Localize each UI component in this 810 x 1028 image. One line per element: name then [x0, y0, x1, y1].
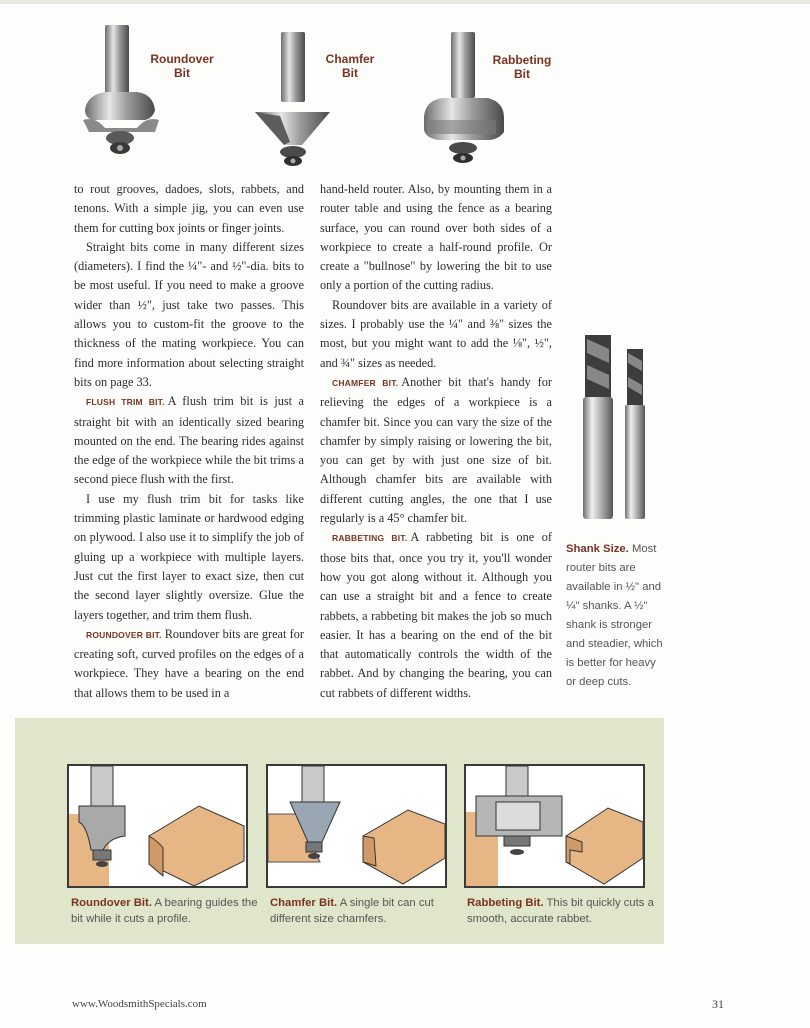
paragraph: I use my flush trim bit for tasks like trimming plastic laminate or hardwood edging on plywood. I also use it to simplify the job of gluing up a workpiece with multiple layers. Just cut the first layer to exact size, then cut the second layer slightly oversize. Glue the layers together, and trim them flush. — [74, 491, 304, 622]
runin-heading: ROUNDOVER BIT. — [86, 629, 162, 640]
rabbeting-bit-label: Rabbeting Bit — [492, 53, 552, 81]
caption-text: Most router bits are available in ½" and ¼" shanks. A ½" shank is stronger and steadier, which is better for heavy or deep cuts. — [566, 543, 663, 688]
paragraph: Roundover bits are available in a variety of sizes. I probably use the ¼" and ⅜" sizes the most, but you might want to add the ⅛", ½", and ¾" sizes as needed. — [320, 297, 552, 370]
caption-text: This bit quickly cuts a smooth, accurate rabbet. — [467, 897, 654, 925]
chamfer-caption — [270, 895, 465, 927]
chamfer-bit-label: Chamfer Bit — [325, 52, 375, 80]
page-number: 31 — [712, 997, 724, 1011]
text-column-1 — [74, 180, 304, 703]
caption-text: A bearing guides the bit while it cuts a profile. — [71, 897, 258, 925]
chamfer-illustration — [266, 764, 447, 888]
rabbeting-illustration — [464, 764, 645, 888]
roundover-illustration — [67, 764, 248, 888]
paragraph: to rout grooves, dadoes, slots, rabbets, and tenons. With a simple jig, you can even use them for cutting box joints or finger joints. — [74, 182, 304, 235]
paragraph-text: Another bit that's handy for relieving the edges of a workpiece is a chamfer bit. Since you can vary the size of the chamfer by simply raising or lowering the bit, you can get by with just one size of bit. Although chamfer bits are available with different cutting angles, the one that I use regularly is a 45° chamfer bit. — [320, 374, 552, 526]
text-column-2 — [320, 180, 552, 703]
runin-heading: RABBETING BIT. — [332, 533, 408, 544]
caption-title: Roundover Bit. — [71, 897, 152, 909]
paragraph-chamfer — [320, 373, 552, 528]
caption-title: Chamfer Bit. — [270, 897, 338, 909]
illustration-panel — [15, 718, 664, 944]
paragraph-roundover — [74, 625, 304, 703]
paragraph-text: A flush trim bit is just a straight bit with an identically sized bearing mounted on the end. The bearing rides against the edge of the workpiece while the bit trims a second piece flush with the first. — [74, 394, 304, 487]
runin-heading: FLUSH TRIM BIT. — [86, 397, 165, 408]
paragraph-rabbeting — [320, 528, 552, 703]
runin-heading: CHAMFER BIT. — [332, 377, 399, 388]
paragraph-flush-trim — [74, 392, 304, 489]
caption-text: A single bit can cut different size chamfers. — [270, 897, 434, 925]
top-rule — [0, 0, 810, 4]
chamfer-bit-image — [250, 20, 340, 170]
roundover-caption — [71, 895, 266, 927]
paragraph: hand-held router. Also, by mounting them in a router table and using the fence as a bearing surface, you can round over both sides of a workpiece to create a half-round profile. Or create a "bullnose" by lowering the bit to use only a portion of the cutting radius. — [320, 182, 552, 293]
rabbeting-caption — [467, 895, 662, 927]
shank-size-caption — [566, 540, 664, 692]
shank-size-image — [575, 335, 660, 525]
paragraph-text: Roundover bits are great for creating soft, curved profiles on the edges of a workpiece. They have a bearing on the end that allows them to be used in a — [74, 626, 304, 700]
caption-title: Rabbeting Bit. — [467, 897, 544, 909]
roundover-bit-label: Roundover Bit — [150, 52, 214, 80]
caption-title: Shank Size. — [566, 543, 629, 555]
paragraph-text: A rabbeting bit is one of those bits that, once you try it, you'll wonder how you got along without it. Although you can use a straight bit and a fence to create rabbets, a rabbeting bit makes the job so much easier. It has a bearing on the end of the bit that automatically controls the width of the rabbet. And by changing the bearing, you can cut rabbets of different widths. — [320, 530, 552, 700]
footer-url: www.WoodsmithSpecials.com — [72, 998, 207, 1010]
roundover-bit-image — [75, 20, 170, 170]
rabbeting-bit-image — [418, 20, 508, 170]
paragraph: Straight bits come in many different sizes (diameters). I find the ¼"- and ½"-dia. bits to be most useful. If you need to make a groove wider than ½", just take two passes. This allows you to custom-fit the groove to the thickness of the mating workpiece. You can find more information about selecting straight bits on page 33. — [74, 239, 304, 389]
